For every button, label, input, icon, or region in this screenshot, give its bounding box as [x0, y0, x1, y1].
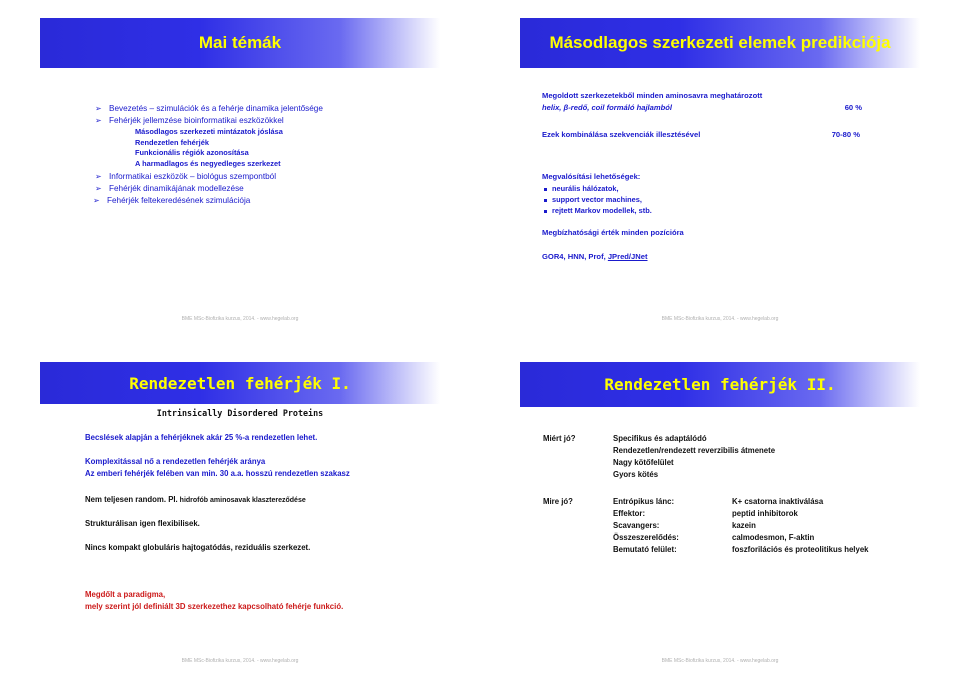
row-value: peptid inhibitorok [732, 509, 798, 518]
list-item [544, 195, 642, 204]
slide-title: Mai témák [198, 33, 282, 52]
subtopic-label: Másodlagos szerkezeti mintázatok jóslása [135, 127, 283, 136]
text-italic: helix, β-redő, coil formáló hajlamból [542, 103, 673, 112]
slide-rendezetlen-1 [0, 342, 480, 684]
slide-mai-temak [0, 0, 480, 342]
slide-footer: BME MSc-Biofizika kurzus, 2014. - www.hegelab.org [661, 658, 779, 664]
text-line [542, 130, 860, 139]
topic-list [95, 103, 445, 207]
slide-footer: BME MSc-Biofizika kurzus, 2014. - www.hegelab.org [661, 316, 779, 322]
row-key: Scavangers: [613, 521, 660, 530]
good-label: Mire jó? [543, 497, 573, 506]
slide-title: Rendezetlen fehérjék I. [129, 373, 351, 393]
text-line: Komplexitással nő a rendezetlen fehérjék aránya [85, 457, 266, 466]
arrow-bullet-icon: ➢ [93, 196, 100, 205]
subtopic-label: Funkcionális régiók azonosítása [135, 148, 249, 157]
row-key: Effektor: [613, 509, 646, 518]
row-value: K+ csatorna inaktiválása [732, 497, 824, 506]
topic-item [95, 171, 445, 183]
topic-label: Bevezetés – szimulációk és a fehérje dinamika jelentősége [109, 104, 323, 113]
jpred-link[interactable]: JPred/JNet [607, 252, 648, 261]
row-value: calmodesmon, F-aktin [732, 533, 815, 542]
text-line: Gyors kötés [613, 470, 659, 479]
text-line: Megbízhatósági érték minden pozícióra [542, 228, 684, 237]
square-bullet-icon [544, 210, 547, 213]
slide-title-bar [40, 362, 440, 404]
arrow-bullet-icon: ➢ [95, 104, 102, 113]
slide-footer: BME MSc-Biofizika kurzus, 2014. - www.hegelab.org [181, 316, 299, 322]
topic-item [95, 183, 445, 195]
text-line: Megoldott szerkezetekből minden aminosavra meghatározott [542, 91, 763, 100]
arrow-bullet-icon: ➢ [95, 116, 102, 125]
percent-value: 60 % [844, 103, 862, 112]
square-bullet-icon [544, 188, 547, 191]
tools-label: GOR4, HNN, Prof, [542, 252, 608, 261]
text-line: Megdőlt a paradigma, [85, 590, 166, 599]
text-line: Nincs kompakt globuláris hajtogatódás, reziduális szerkezet. [85, 543, 311, 552]
slide-subtitle: Intrinsically Disordered Proteins [156, 408, 324, 418]
square-bullet-icon [544, 199, 547, 202]
slide-title: Rendezetlen fehérjék II. [604, 375, 836, 394]
list-item-label: neurális hálózatok, [552, 184, 619, 193]
list-item-label: rejtett Markov modellek, stb. [552, 206, 652, 215]
row-key: Összeszerelődés: [613, 533, 679, 542]
slide-title-bar [520, 362, 920, 407]
text-line: Strukturálisan igen flexibilisek. [85, 519, 200, 528]
options-title: Megvalósítási lehetőségek: [542, 172, 641, 181]
text-line [85, 495, 306, 504]
text-line [542, 103, 862, 112]
row-value: kazein [732, 521, 756, 530]
subtopic-label: Rendezetlen fehérjék [135, 137, 209, 147]
topic-label: Fehérjék feltekeredésének szimulációja [107, 196, 251, 205]
arrow-bullet-icon: ➢ [95, 172, 102, 181]
topic-item [95, 103, 445, 115]
subtopic-label: A harmadlagos és negyedleges szerkezet [135, 158, 281, 168]
slide-title: Másodlagos szerkezeti elemek predikciója [549, 33, 891, 52]
slide-masodlagos-szerkezet [480, 0, 960, 342]
slide-rendezetlen-2 [480, 342, 960, 684]
percent-value: 70-80 % [831, 130, 860, 139]
list-item [544, 184, 619, 193]
text-label: hidrofób aminosavak klasztereződése [177, 497, 306, 504]
text-line: Nagy kötőfelület [613, 458, 674, 467]
text-line: Becslések alapján a fehérjéknek akár 25 %-a rendezetlen lehet. [85, 433, 318, 442]
text-line: Specifikus és adaptálódó [613, 434, 707, 443]
text-line: Az emberi fehérjék felében van min. 30 a.a. hosszú rendezetlen szakasz [85, 469, 350, 478]
slide-footer: BME MSc-Biofizika kurzus, 2014. - www.hegelab.org [181, 658, 299, 664]
row-value: foszforilációs és proteolitikus helyek [732, 545, 869, 554]
slide-title-bar [40, 18, 440, 68]
topic-label: Fehérjék dinamikájának modellezése [109, 184, 244, 193]
list-item-label: support vector machines, [552, 195, 642, 204]
arrow-bullet-icon: ➢ [95, 184, 102, 193]
list-item [544, 206, 652, 215]
topic-item [95, 115, 445, 127]
row-key: Entrópikus lánc: [613, 497, 675, 506]
topic-label: Fehérjék jellemzése bioinformatikai eszközökkel [109, 116, 284, 125]
text-label: Ezek kombinálása szekvenciák illesztésével [542, 130, 701, 139]
topic-label: Informatikai eszközök – biológus szempontból [109, 172, 277, 181]
topic-item [93, 195, 445, 207]
text-line: mely szerint jól definiált 3D szerkezethez kapcsolható fehérje funkció. [85, 602, 344, 611]
why-label: Miért jó? [543, 434, 576, 443]
row-key: Bemutató felület: [613, 545, 677, 554]
text-line [542, 252, 648, 261]
text-line: Rendezetlen/rendezett reverzibilis átmenete [613, 446, 776, 455]
slide-title-bar [520, 18, 920, 68]
text-label: Nem teljesen random. Pl. [85, 495, 178, 504]
